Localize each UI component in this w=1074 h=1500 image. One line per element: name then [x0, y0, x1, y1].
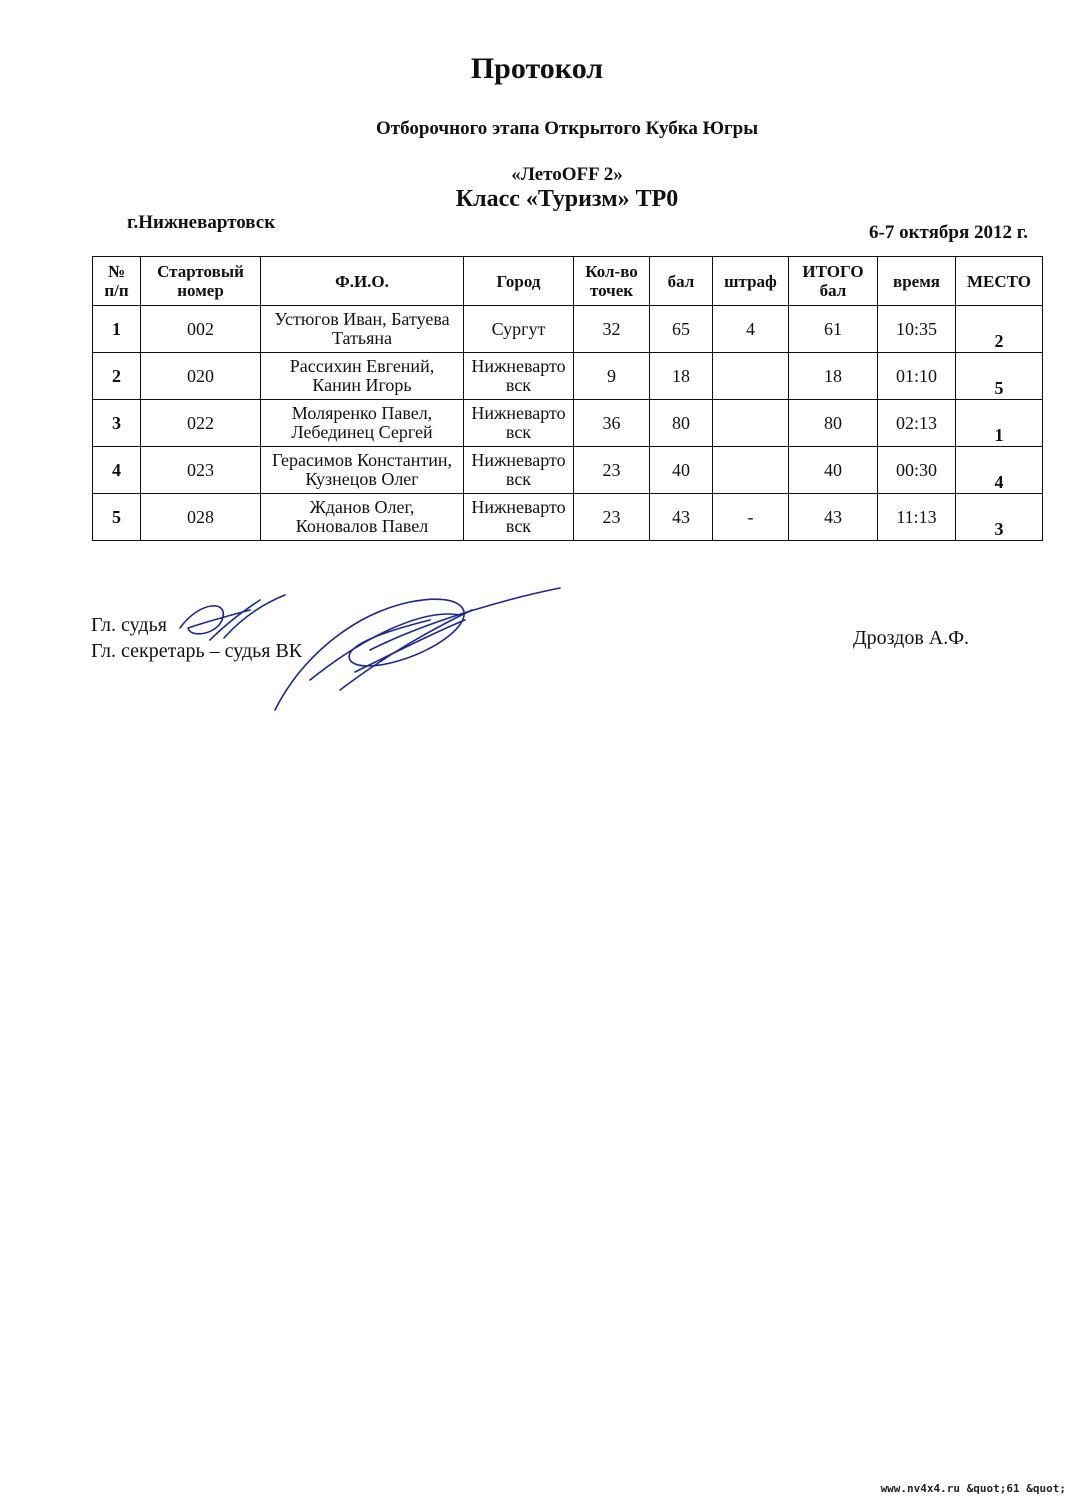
cell-city: Нижневарто вск	[464, 353, 574, 400]
cell-name: Устюгов Иван, Батуева Татьяна	[261, 306, 464, 353]
cell-time: 11:13	[878, 494, 956, 541]
header-name: Ф.И.О.	[261, 257, 464, 306]
cell-name: Рассихин Евгений, Канин Игорь	[261, 353, 464, 400]
cell-score: 40	[650, 447, 713, 494]
header-total: ИТОГО бал	[789, 257, 878, 306]
cell-time: 10:35	[878, 306, 956, 353]
cell-place: 5	[956, 353, 1043, 400]
header-score: бал	[650, 257, 713, 306]
cell-penalty	[713, 400, 789, 447]
cell-start-number: 020	[141, 353, 261, 400]
cell-time: 02:13	[878, 400, 956, 447]
cell-city: Нижневарто вск	[464, 447, 574, 494]
cell-place: 2	[956, 306, 1043, 353]
table-row	[93, 494, 1043, 541]
cell-total: 80	[789, 400, 878, 447]
cell-penalty: -	[713, 494, 789, 541]
cell-place: 3	[956, 494, 1043, 541]
header-place: МЕСТО	[956, 257, 1043, 306]
cell-place: 4	[956, 447, 1043, 494]
cell-index: 1	[93, 306, 141, 353]
cell-start-number: 002	[141, 306, 261, 353]
header-start-number: Стартовый номер	[141, 257, 261, 306]
table-row	[93, 353, 1043, 400]
chief-secretary-label: Гл. секретарь – судья ВК	[91, 640, 303, 662]
document-title: Протокол	[470, 52, 604, 85]
table-row	[93, 447, 1043, 494]
cell-score: 18	[650, 353, 713, 400]
cell-index: 2	[93, 353, 141, 400]
results-table	[92, 256, 1043, 541]
cell-time: 01:10	[878, 353, 956, 400]
table-header-row	[93, 257, 1043, 306]
cell-points: 23	[574, 447, 650, 494]
cell-start-number: 023	[141, 447, 261, 494]
cell-points: 32	[574, 306, 650, 353]
header-penalty: штраф	[713, 257, 789, 306]
handwritten-signature	[160, 580, 580, 715]
cell-index: 5	[93, 494, 141, 541]
header-city: Город	[464, 257, 574, 306]
cell-index: 3	[93, 400, 141, 447]
cell-points: 23	[574, 494, 650, 541]
competition-class: Класс «Туризм» ТР0	[455, 186, 679, 212]
header-index: № п/п	[93, 257, 141, 306]
cell-name: Герасимов Константин, Кузнецов Олег	[261, 447, 464, 494]
chief-judge-label: Гл. судья	[91, 614, 167, 636]
cell-penalty	[713, 447, 789, 494]
cell-penalty	[713, 353, 789, 400]
cell-place: 1	[956, 400, 1043, 447]
cell-total: 18	[789, 353, 878, 400]
event-city: г.Нижневартовск	[127, 212, 276, 233]
cell-score: 43	[650, 494, 713, 541]
footer-watermark: www.nv4x4.ru &quot;61 &quot;	[880, 1482, 1066, 1495]
cell-name: Жданов Олег, Коновалов Павел	[261, 494, 464, 541]
document-subtitle: Отборочного этапа Открытого Кубка Югры	[375, 118, 759, 139]
header-points: Кол-во точек	[574, 257, 650, 306]
cell-penalty: 4	[713, 306, 789, 353]
cell-index: 4	[93, 447, 141, 494]
signatory-name: Дроздов А.Ф.	[853, 627, 970, 649]
cell-score: 80	[650, 400, 713, 447]
cell-score: 65	[650, 306, 713, 353]
cell-start-number: 028	[141, 494, 261, 541]
cell-city: Нижневарто вск	[464, 494, 574, 541]
table-row	[93, 400, 1043, 447]
cell-total: 61	[789, 306, 878, 353]
cell-total: 43	[789, 494, 878, 541]
cell-city: Нижневарто вск	[464, 400, 574, 447]
header-time: время	[878, 257, 956, 306]
table-row	[93, 306, 1043, 353]
cell-name: Моляренко Павел, Лебединец Сергей	[261, 400, 464, 447]
cell-total: 40	[789, 447, 878, 494]
cell-points: 36	[574, 400, 650, 447]
cell-start-number: 022	[141, 400, 261, 447]
cell-city: Сургут	[464, 306, 574, 353]
cell-time: 00:30	[878, 447, 956, 494]
event-name: «ЛетоOFF 2»	[511, 164, 623, 185]
event-date: 6-7 октября 2012 г.	[869, 222, 1028, 243]
cell-points: 9	[574, 353, 650, 400]
